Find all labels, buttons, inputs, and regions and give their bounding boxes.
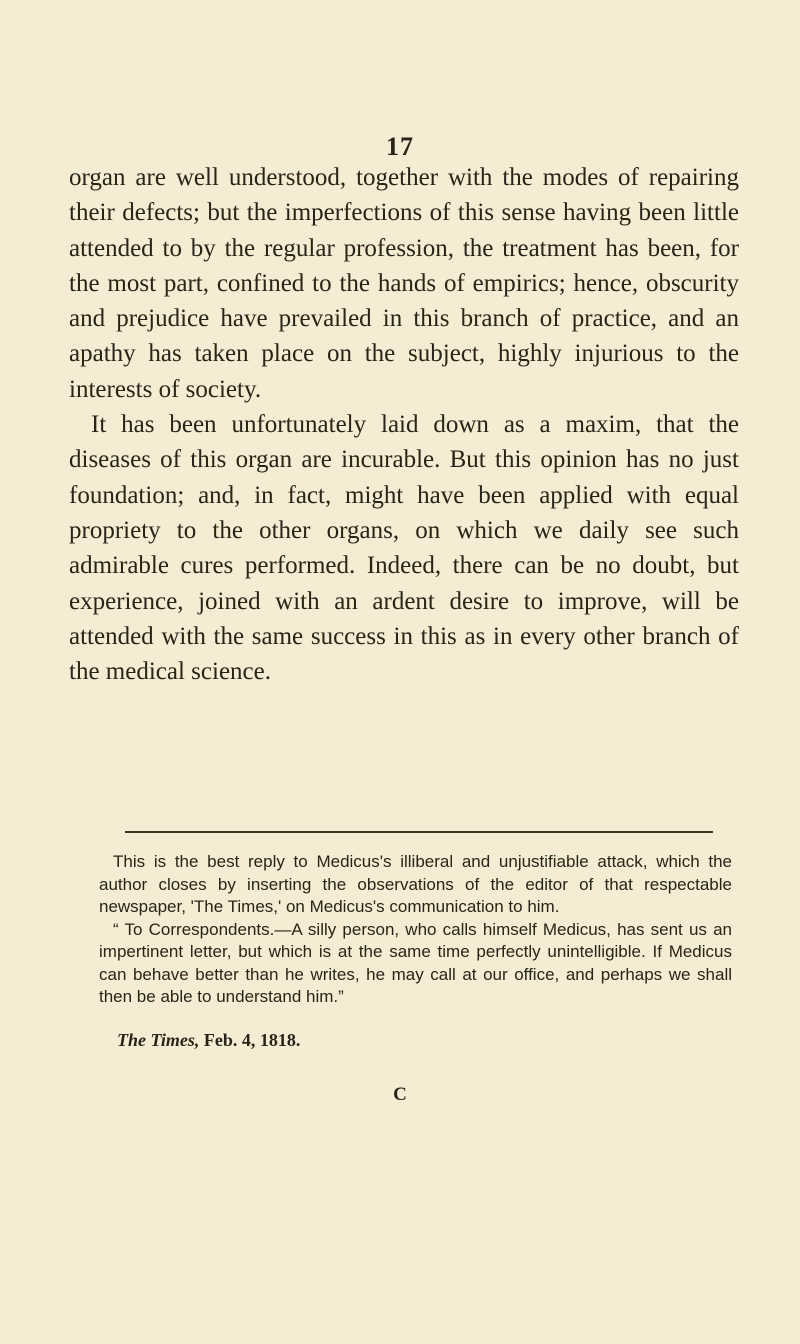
signature-mark: C <box>393 1084 407 1105</box>
footnote-intro: This is the best reply to Medicus's illiberal and unjustifiable attack, which the author closes by inserting the observations of the editor of that respectable newspaper, 'The Times,' on Medicus's communication to him. <box>99 852 732 916</box>
footnote <box>99 851 732 1051</box>
footnote-divider <box>125 831 713 833</box>
main-text <box>69 160 739 689</box>
paragraph-1: organ are well understood, together with the modes of repairing their defects; but the imperfections of this sense having been little attended to by the regular profession, the treatment has been, for the most part, confined to the hands of empirics; hence, obscurity and prejudice have prevailed in this branch of practice, and an apathy has taken place on the subject, highly injurious to the interests of society. <box>69 164 739 403</box>
page-number: 17 <box>386 132 414 161</box>
paragraph-2: It has been unfortunately laid down as a maxim, that the diseases of this organ are incurable. But this opinion has no just foundation; and, in fact, might have been applied with equal propriety to the other organs, on which we daily see such admirable cures performed. Indeed, there can be no doubt, but experience, joined with an ardent desire to improve, will be attended with the same success in this as in every other branch of the medical science. <box>69 411 739 686</box>
citation-publication: The Times, <box>117 1029 200 1050</box>
footnote-citation <box>99 1029 732 1052</box>
citation-date: Feb. 4, 1818. <box>203 1029 301 1050</box>
footnote-quote: “ To Correspondents.—A silly person, who calls himself Medicus, has sent us an impertinent letter, but which is at the same time perfectly unintelligible. If Medicus can behave better than he writes, he may call at our office, and perhaps we shall then be able to understand him.” <box>99 919 732 1006</box>
